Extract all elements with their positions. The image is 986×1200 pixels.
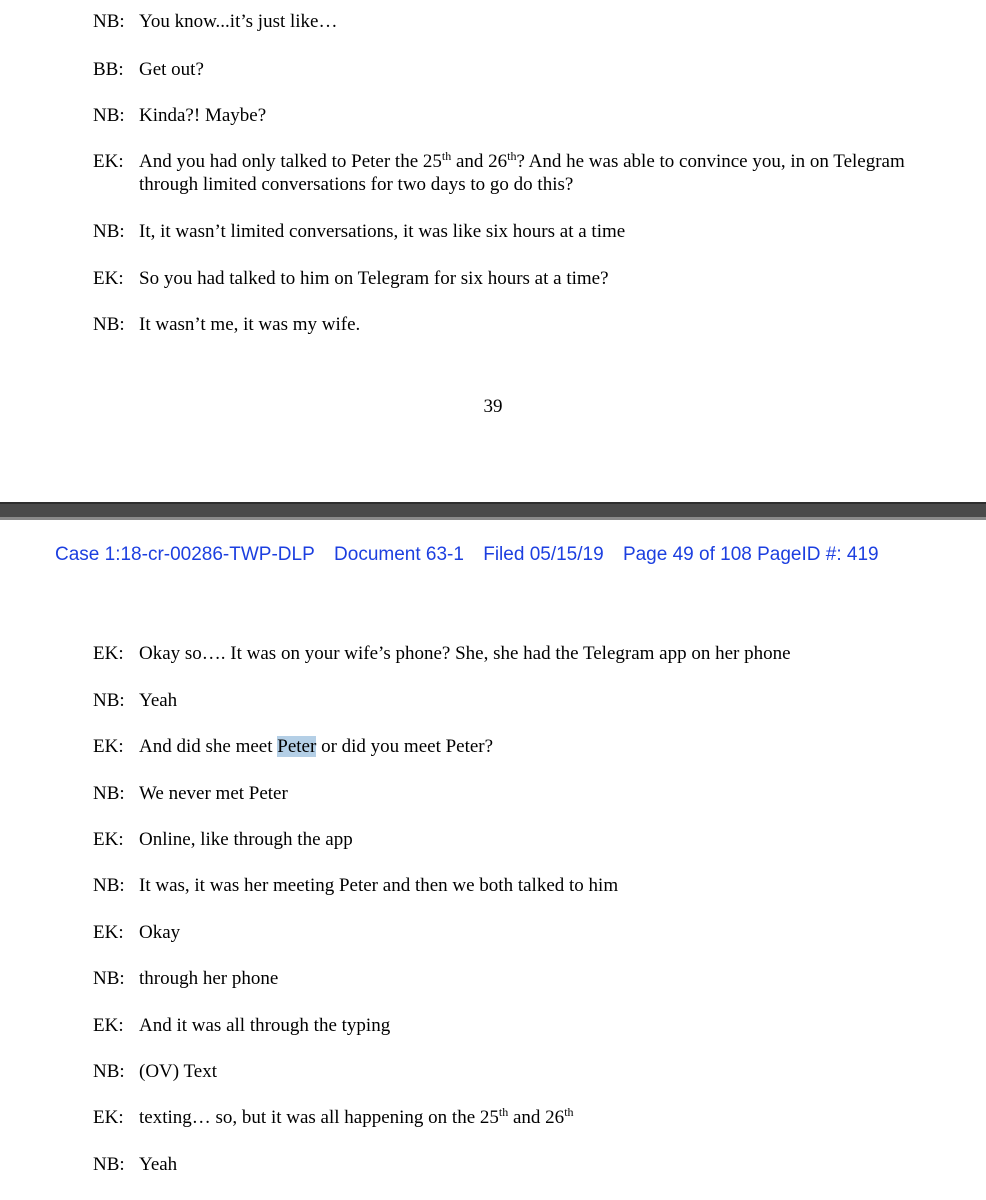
- speaker-label: EK:: [93, 268, 124, 289]
- page-info: Page 49 of 108 PageID #: 419: [622, 544, 879, 565]
- line-text: It, it wasn’t limited conversations, it was like six hours at a time: [139, 221, 626, 242]
- transcript-line: [93, 1060, 953, 1083]
- speaker-label: NB:: [93, 968, 125, 989]
- document-number: Document 63-1: [334, 544, 464, 565]
- ordinal-suffix: th: [564, 1105, 574, 1119]
- transcript-line: [93, 150, 939, 196]
- speaker-label: NB:: [93, 11, 125, 32]
- transcript-line: [93, 220, 953, 243]
- line-text: Yeah: [139, 1154, 178, 1175]
- speaker-label: NB:: [93, 1061, 125, 1082]
- line-text: Kinda?! Maybe?: [139, 105, 267, 126]
- line-text: And you had only talked to Peter the 25: [139, 151, 442, 172]
- line-text: Online, like through the app: [139, 829, 353, 850]
- speaker-label: EK:: [93, 829, 124, 850]
- page-separator: [0, 502, 986, 520]
- line-text: or did you meet Peter?: [316, 736, 494, 757]
- previous-page: [0, 0, 986, 502]
- speaker-label: NB:: [93, 783, 125, 804]
- line-text: And it was all through the typing: [139, 1015, 391, 1036]
- transcript-line: [93, 313, 953, 336]
- line-text: So you had talked to him on Telegram for six hours at a time?: [139, 268, 609, 289]
- filed-date: Filed 05/15/19: [483, 544, 604, 565]
- speaker-label: NB:: [93, 314, 125, 335]
- transcript-line: [93, 967, 953, 990]
- speaker-label: NB:: [93, 875, 125, 896]
- speaker-label: EK:: [93, 1015, 124, 1036]
- page-number: 39: [483, 396, 503, 417]
- line-text: and 26: [508, 1107, 565, 1128]
- transcript-line: [93, 10, 953, 33]
- transcript-line: [93, 642, 953, 665]
- transcript-line: [93, 735, 953, 758]
- transcript-line: [93, 782, 953, 805]
- speaker-label: EK:: [93, 736, 124, 757]
- speaker-label: EK:: [93, 1107, 124, 1128]
- transcript-line: [93, 1014, 953, 1037]
- line-text: through her phone: [139, 968, 279, 989]
- transcript-line: [93, 689, 953, 712]
- line-text: Okay: [139, 922, 181, 943]
- speaker-label: NB:: [93, 221, 125, 242]
- speaker-label: EK:: [93, 922, 124, 943]
- ordinal-suffix: th: [498, 1105, 509, 1119]
- ordinal-suffix: th: [507, 149, 517, 163]
- line-text: (OV) Text: [139, 1061, 217, 1082]
- transcript-line: [93, 1106, 953, 1129]
- line-text: You know...it’s just like…: [139, 11, 338, 32]
- speaker-label: NB:: [93, 690, 125, 711]
- speaker-label: BB:: [93, 59, 124, 80]
- transcript-line: [93, 104, 953, 127]
- speaker-label: NB:: [93, 1154, 125, 1175]
- line-text: texting… so, but it was all happening on the 25: [139, 1107, 499, 1128]
- ordinal-suffix: th: [441, 149, 452, 163]
- transcript-line: [93, 874, 953, 897]
- line-text: And did she meet: [139, 736, 278, 757]
- line-text: and 26: [451, 151, 508, 172]
- line-text: It wasn’t me, it was my wife.: [139, 314, 361, 335]
- transcript-line: [93, 58, 953, 81]
- transcript-line: [93, 1153, 953, 1176]
- line-text: Get out?: [139, 59, 204, 80]
- speaker-label: NB:: [93, 105, 125, 126]
- transcript-line: [93, 267, 953, 290]
- line-text: ? And he was able to convince you, in on Telegram through limited conversations for two days to go do this?: [139, 151, 905, 195]
- case-number: Case 1:18-cr-00286-TWP-DLP: [55, 544, 315, 565]
- line-text: Yeah: [139, 690, 178, 711]
- transcript-line: [93, 921, 953, 944]
- speaker-label: EK:: [93, 643, 124, 664]
- line-text: It was, it was her meeting Peter and then we both talked to him: [139, 875, 619, 896]
- line-text: Okay so…. It was on your wife’s phone? She, she had the Telegram app on her phone: [139, 643, 791, 664]
- current-page: [0, 520, 986, 1200]
- speaker-label: EK:: [93, 151, 124, 172]
- text-selection-highlight[interactable]: Peter: [277, 736, 317, 757]
- line-text: We never met Peter: [139, 783, 288, 804]
- transcript-line: [93, 828, 953, 851]
